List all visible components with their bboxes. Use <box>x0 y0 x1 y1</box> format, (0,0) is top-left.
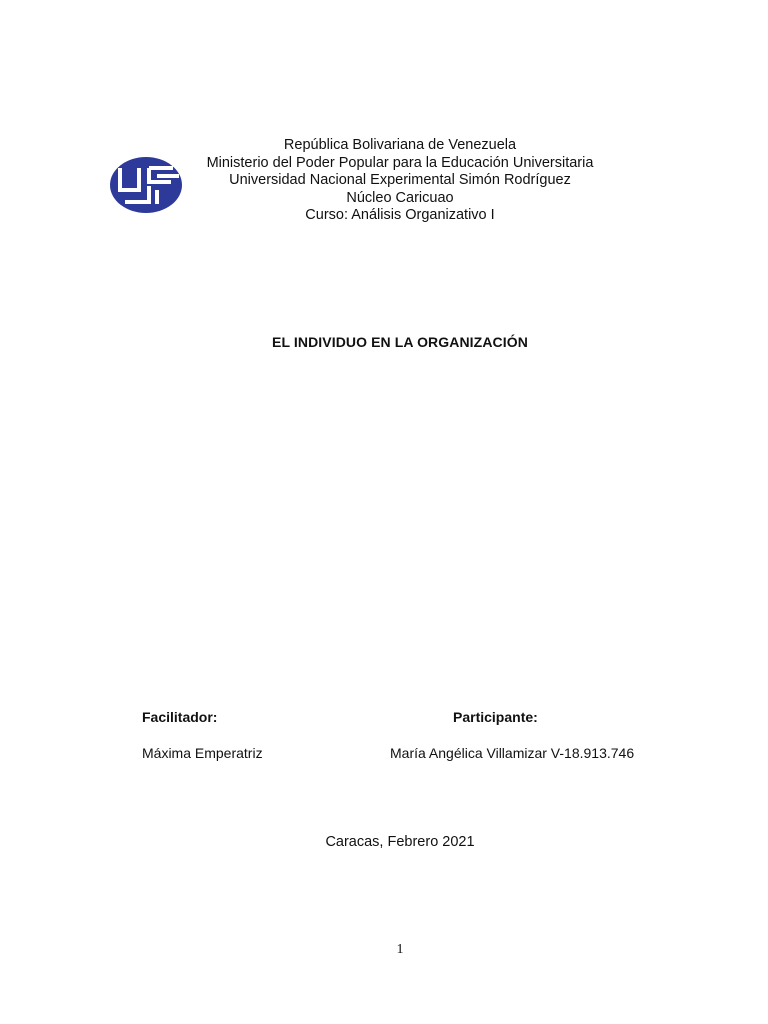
participant-label: Participante: <box>453 709 538 725</box>
header-line-course: Curso: Análisis Organizativo I <box>305 207 495 223</box>
facilitator-label: Facilitador: <box>142 709 218 725</box>
header-line-republic: República Bolivariana de Venezuela <box>283 137 517 153</box>
page-number: 1 <box>396 942 404 957</box>
facilitator-name: Máxima Emperatriz <box>142 745 263 761</box>
institution-header <box>150 137 650 225</box>
header-line-campus: Núcleo Caricuao <box>346 189 454 206</box>
header-line-ministry: Ministerio del Poder Popular para la Educación Universitaria <box>206 154 594 171</box>
header-line-university: Universidad Nacional Experimental Simón Rodríguez <box>229 172 571 188</box>
place-and-date: Caracas, Febrero 2021 <box>325 834 475 850</box>
document-title: EL INDIVIDUO EN LA ORGANIZACIÓN <box>272 334 528 350</box>
participant-name: María Angélica Villamizar V-18.913.746 <box>390 745 635 761</box>
